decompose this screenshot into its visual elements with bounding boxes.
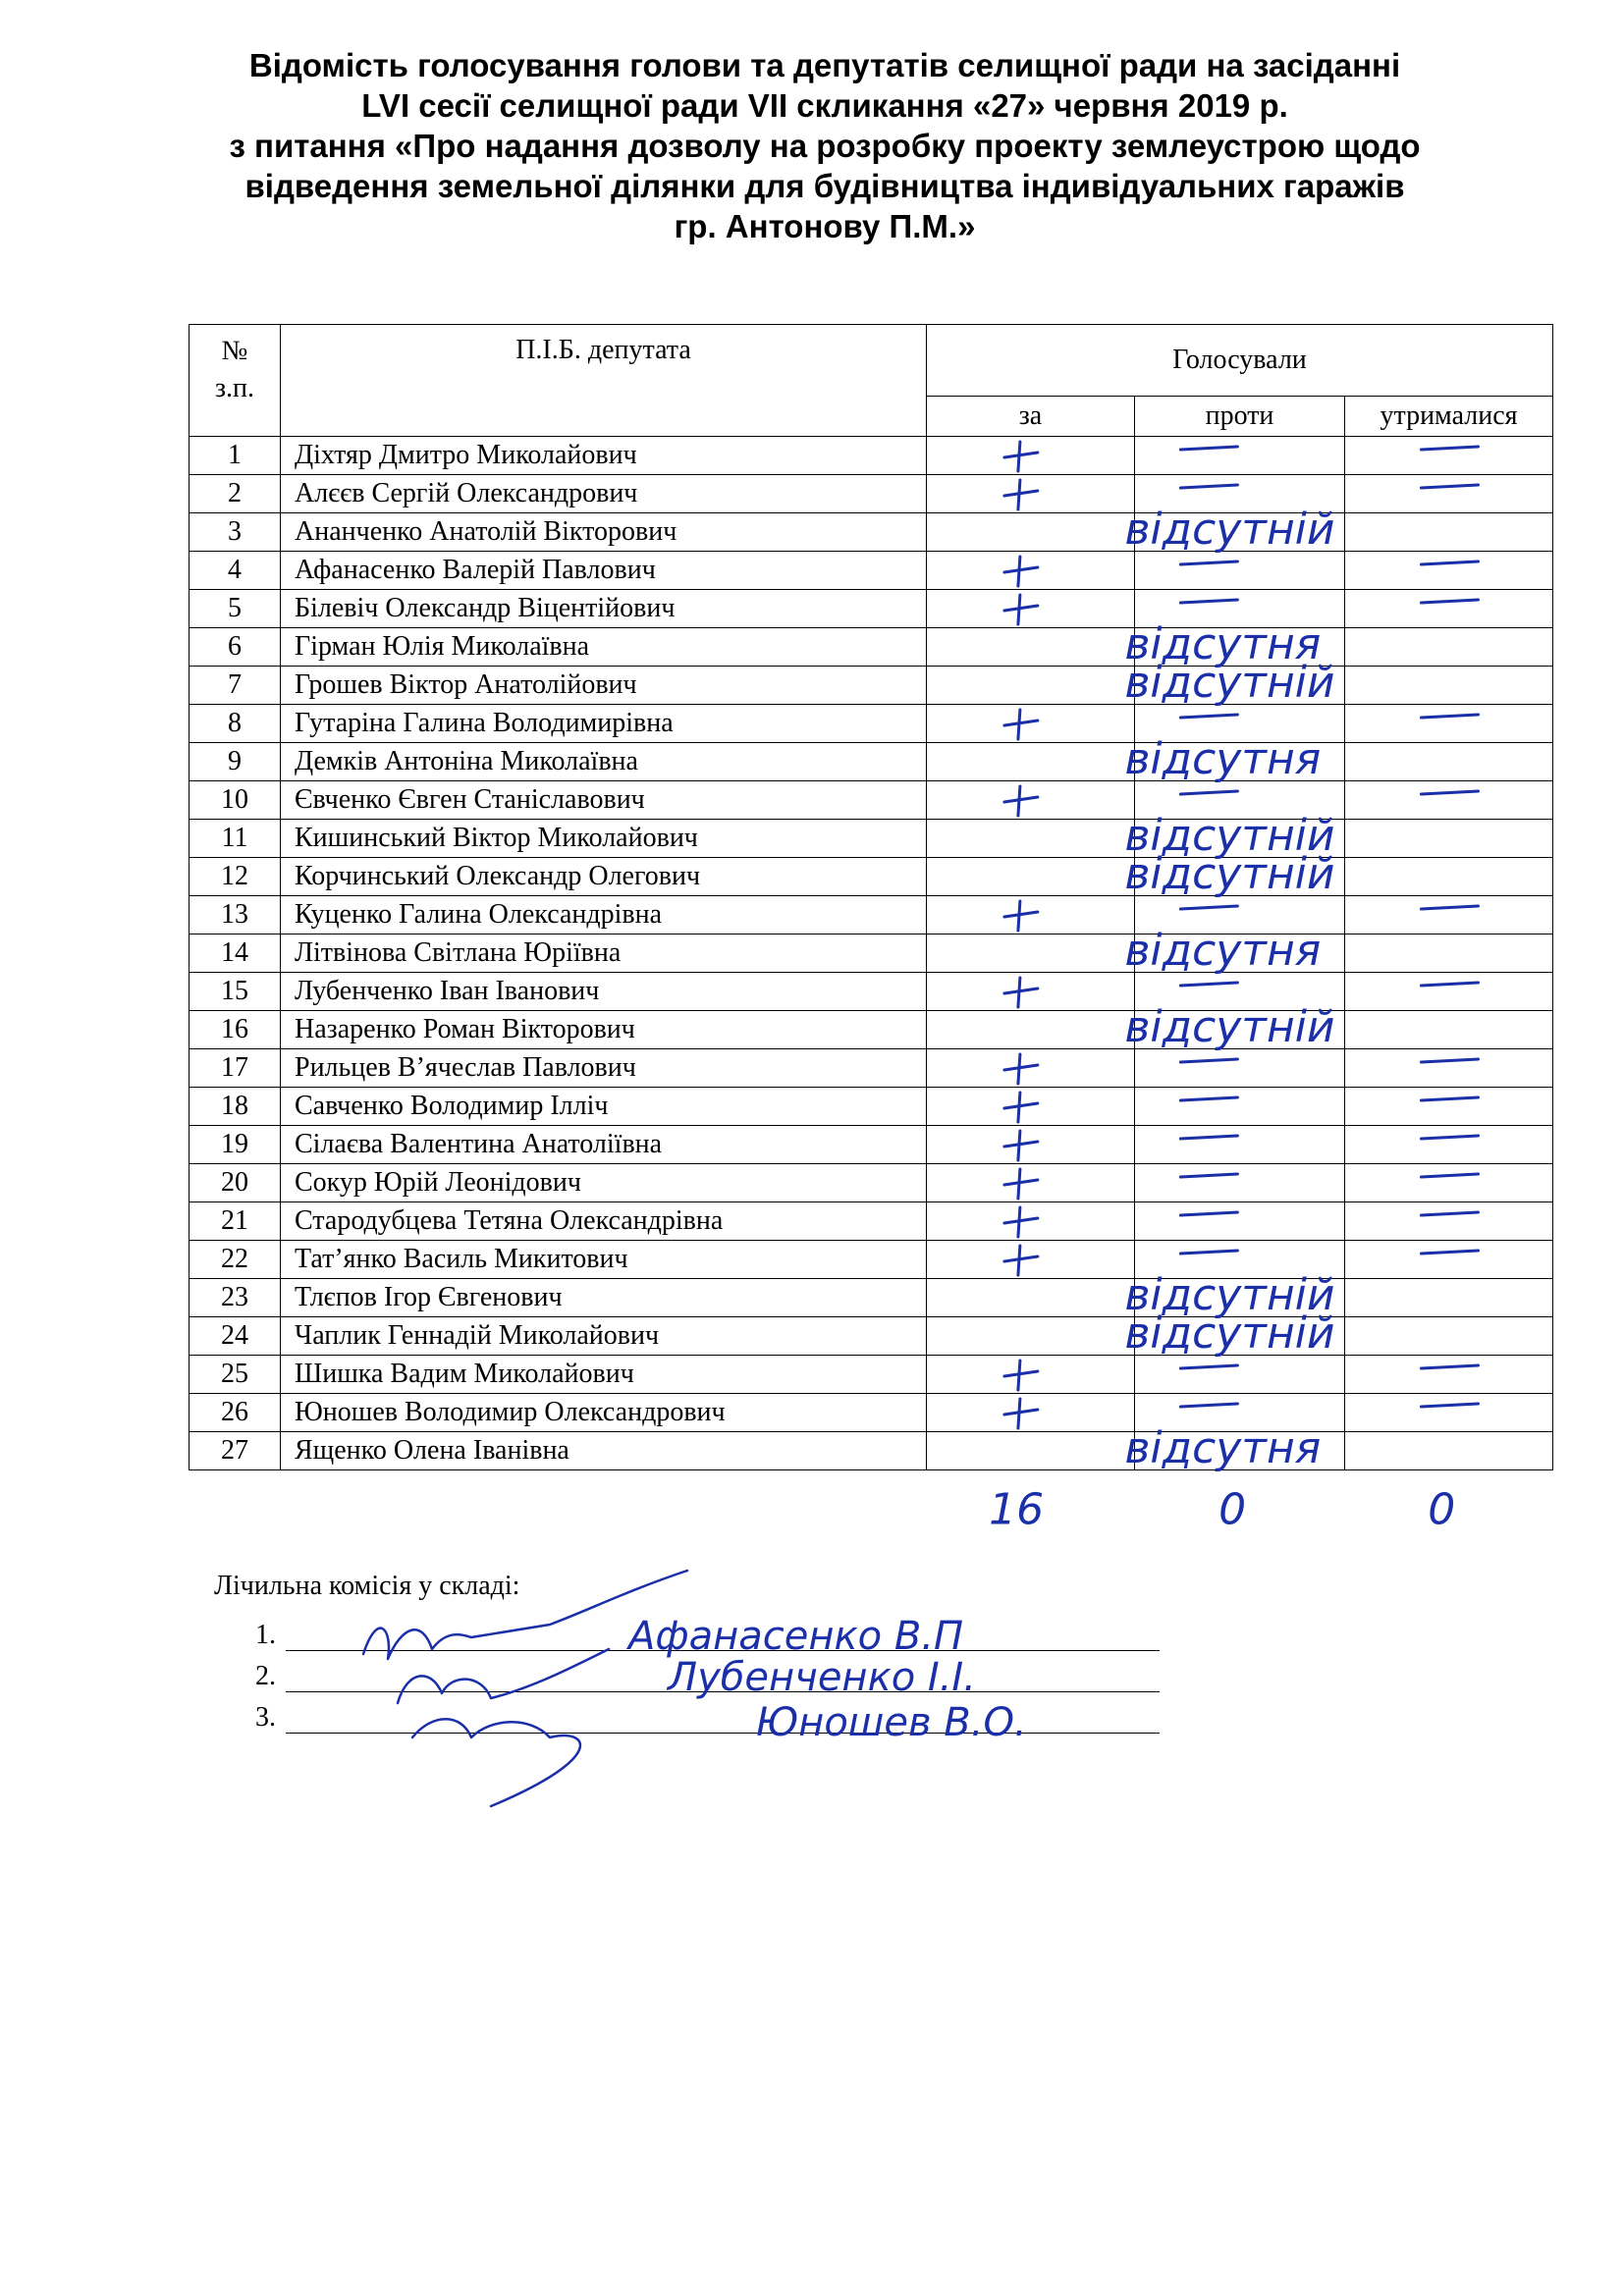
deputy-name: Діхтяр Дмитро Миколайович [281,437,927,475]
deputy-name: Савченко Володимир Ілліч [281,1088,927,1126]
vote-against-cell [1135,973,1345,1011]
row-number: 17 [189,1049,281,1088]
vote-against-cell [1135,743,1345,781]
commission-member-line [255,1702,1160,1734]
vote-against-cell [1135,705,1345,743]
vote-abstain-cell [1345,1356,1553,1394]
vote-abstain-cell [1345,1126,1553,1164]
voting-table [189,324,1553,1470]
vote-for-cell [927,437,1135,475]
table-row [189,1164,1553,1202]
title-line: Відомість голосування голови та депутатів селищної ради на засіданні [248,47,1401,83]
table-row [189,1279,1553,1317]
vote-abstain-cell [1345,437,1553,475]
vote-abstain-cell [1345,1202,1553,1241]
row-number: 15 [189,973,281,1011]
deputy-name: Корчинський Олександр Олегович [281,858,927,896]
deputy-name: Сокур Юрій Леонідович [281,1164,927,1202]
row-number: 3 [189,513,281,552]
row-number: 11 [189,820,281,858]
total-abstain: 0 [1428,1484,1456,1535]
row-number: 16 [189,1011,281,1049]
column-header-votes: Голосували [927,325,1553,397]
commission-member-line [255,1620,1160,1651]
vote-abstain-cell [1345,1279,1553,1317]
table-row [189,1317,1553,1356]
vote-abstain-cell [1345,1011,1553,1049]
vote-against-cell [1135,1164,1345,1202]
deputy-name: Грошев Віктор Анатолійович [281,667,927,705]
vote-against-cell [1135,1011,1345,1049]
deputy-name: Шишка Вадим Миколайович [281,1356,927,1394]
deputy-name: Кишинський Віктор Миколайович [281,820,927,858]
vote-abstain-cell [1345,858,1553,896]
vote-abstain-cell [1345,1394,1553,1432]
absent-note: відсутня [1124,926,1322,976]
vote-against-cell [1135,1317,1345,1356]
row-number: 27 [189,1432,281,1470]
vote-for-cell [927,1126,1135,1164]
vote-for-cell [927,973,1135,1011]
vote-for-cell [927,1317,1135,1356]
vote-abstain-cell [1345,513,1553,552]
deputy-name: Літвінова Світлана Юріївна [281,934,927,973]
vote-abstain-cell [1345,1049,1553,1088]
table-row [189,1011,1553,1049]
deputy-name: Євченко Євген Станіславович [281,781,927,820]
vote-for-cell [927,1011,1135,1049]
absent-note: відсутній [1124,505,1335,555]
row-number: 24 [189,1317,281,1356]
table-row [189,1202,1553,1241]
vote-abstain-cell [1345,1241,1553,1279]
vote-abstain-cell [1345,973,1553,1011]
row-number: 21 [189,1202,281,1241]
absent-note: відсутня [1124,619,1322,669]
vote-for-cell [927,896,1135,934]
vote-against-cell [1135,1049,1345,1088]
vote-for-cell [927,552,1135,590]
absent-note: відсутній [1124,1270,1335,1320]
vote-against-cell [1135,1088,1345,1126]
table-row [189,1432,1553,1470]
title-line: гр. Антонову П.М.» [674,208,976,244]
vote-against-cell [1135,1241,1345,1279]
commission-member-line [255,1661,1160,1692]
title-line: з питання «Про надання дозволу на розробку проекту землеустрою щодо [229,128,1421,164]
vote-abstain-cell [1345,1432,1553,1470]
vote-for-cell [927,1279,1135,1317]
deputy-name: Сілаєва Валентина Анатоліївна [281,1126,927,1164]
row-number: 13 [189,896,281,934]
vote-for-cell [927,1432,1135,1470]
vote-abstain-cell [1345,1088,1553,1126]
row-number: 7 [189,667,281,705]
deputy-name: Гірман Юлія Миколаївна [281,628,927,667]
vote-for-cell [927,1164,1135,1202]
vote-for-cell [927,820,1135,858]
vote-against-cell [1135,1394,1345,1432]
deputy-name: Алєєв Сергій Олександрович [281,475,927,513]
vote-for-cell [927,1356,1135,1394]
deputy-name: Ананченко Анатолій Вікторович [281,513,927,552]
column-header-name: П.І.Б. депутата [281,325,927,437]
absent-note: відсутній [1124,811,1335,861]
table-row [189,590,1553,628]
deputy-name: Стародубцева Тетяна Олександрівна [281,1202,927,1241]
absent-note: відсутній [1124,658,1335,708]
signature-name-2: Лубенченко І.І. [668,1655,976,1700]
total-against: 0 [1218,1484,1247,1535]
deputy-name: Назаренко Роман Вікторович [281,1011,927,1049]
table-row [189,552,1553,590]
vote-against-cell [1135,1202,1345,1241]
vote-abstain-cell [1345,743,1553,781]
row-number: 5 [189,590,281,628]
column-header-against: проти [1135,397,1345,437]
vote-against-cell [1135,437,1345,475]
title-line: відведення земельної ділянки для будівництва індивідуальних гаражів [244,168,1405,204]
vote-for-cell [927,513,1135,552]
vote-against-cell [1135,858,1345,896]
signature-rule [286,1703,1160,1734]
vote-for-cell [927,781,1135,820]
vote-for-cell [927,1202,1135,1241]
signature-name-3: Юношев В.О. [756,1700,1027,1745]
row-number: 20 [189,1164,281,1202]
table-row [189,1126,1553,1164]
commission-member-number: 2. [255,1661,276,1691]
row-number: 22 [189,1241,281,1279]
vote-for-cell [927,743,1135,781]
deputy-name: Юношев Володимир Олександрович [281,1394,927,1432]
row-number: 2 [189,475,281,513]
table-row [189,1088,1553,1126]
absent-note: відсутня [1124,734,1322,784]
deputy-name: Тлєпов Ігор Євгенович [281,1279,927,1317]
vote-for-cell [927,590,1135,628]
title-line: LVI сесії селищної ради VII скликання «27» червня 2019 р. [361,87,1288,124]
vote-abstain-cell [1345,1164,1553,1202]
row-number: 19 [189,1126,281,1164]
vote-against-cell [1135,1432,1345,1470]
vote-against-cell [1135,896,1345,934]
absent-note: відсутня [1124,1423,1322,1473]
vote-abstain-cell [1345,934,1553,973]
column-header-abstain: утрималися [1345,397,1553,437]
column-header-number-text: № з.п. [214,336,255,403]
deputy-name: Лубенченко Іван Іванович [281,973,927,1011]
vote-against-cell [1135,1356,1345,1394]
deputy-name: Білевіч Олександр Віцентійович [281,590,927,628]
vote-abstain-cell [1345,896,1553,934]
commission-member-number: 1. [255,1620,276,1650]
vote-for-cell [927,1241,1135,1279]
vote-against-cell [1135,934,1345,973]
table-row [189,667,1553,705]
vote-against-cell [1135,820,1345,858]
signature-rule [286,1662,1160,1692]
vote-for-cell [927,858,1135,896]
absent-note: відсутній [1124,1308,1335,1359]
table-row [189,1049,1553,1088]
vote-against-cell [1135,1126,1345,1164]
table-row [189,1356,1553,1394]
vote-abstain-cell [1345,1317,1553,1356]
absent-note: відсутній [1124,1002,1335,1052]
row-number: 18 [189,1088,281,1126]
table-row [189,973,1553,1011]
row-number: 4 [189,552,281,590]
total-for: 16 [989,1484,1045,1535]
vote-abstain-cell [1345,475,1553,513]
deputy-name: Ященко Олена Іванівна [281,1432,927,1470]
vote-for-cell [927,934,1135,973]
vote-against-cell [1135,552,1345,590]
vote-for-cell [927,667,1135,705]
vote-for-cell [927,1394,1135,1432]
vote-for-cell [927,705,1135,743]
vote-abstain-cell [1345,705,1553,743]
table-row [189,437,1553,475]
vote-against-cell [1135,628,1345,667]
vote-against-cell [1135,1279,1345,1317]
document-title [187,45,1463,246]
vote-against-cell [1135,475,1345,513]
deputy-name: Тат’янко Василь Микитович [281,1241,927,1279]
deputy-name: Афанасенко Валерій Павлович [281,552,927,590]
commission-member-number: 3. [255,1702,276,1733]
vote-for-cell [927,628,1135,667]
table-row [189,628,1553,667]
table-row [189,858,1553,896]
deputy-name: Чаплик Геннадій Миколайович [281,1317,927,1356]
table-row [189,934,1553,973]
row-number: 8 [189,705,281,743]
row-number: 10 [189,781,281,820]
absent-note: відсутній [1124,849,1335,899]
row-number: 9 [189,743,281,781]
row-number: 6 [189,628,281,667]
vote-for-cell [927,1088,1135,1126]
table-row [189,705,1553,743]
table-row [189,1394,1553,1432]
deputy-name: Рильцев В’ячеслав Павлович [281,1049,927,1088]
table-row [189,475,1553,513]
counting-commission-label: Лічильна комісія у складі: [214,1571,520,1601]
vote-abstain-cell [1345,628,1553,667]
deputy-name: Гутаріна Галина Володимирівна [281,705,927,743]
row-number: 12 [189,858,281,896]
row-number: 23 [189,1279,281,1317]
row-number: 26 [189,1394,281,1432]
signature-name-1: Афанасенко В.П [628,1614,964,1659]
signature-rule [286,1621,1160,1651]
vote-abstain-cell [1345,667,1553,705]
vote-for-cell [927,475,1135,513]
deputy-name: Куценко Галина Олександрівна [281,896,927,934]
vote-against-cell [1135,781,1345,820]
vote-abstain-cell [1345,820,1553,858]
table-row [189,820,1553,858]
column-header-number [189,325,281,437]
vote-against-cell [1135,667,1345,705]
vote-abstain-cell [1345,552,1553,590]
column-header-for: за [927,397,1135,437]
row-number: 25 [189,1356,281,1394]
vote-for-cell [927,1049,1135,1088]
table-row [189,513,1553,552]
deputy-name: Демків Антоніна Миколаївна [281,743,927,781]
vote-against-cell [1135,513,1345,552]
vote-against-cell [1135,590,1345,628]
row-number: 1 [189,437,281,475]
vote-abstain-cell [1345,781,1553,820]
table-row [189,781,1553,820]
vote-abstain-cell [1345,590,1553,628]
table-row [189,896,1553,934]
table-row [189,1241,1553,1279]
row-number: 14 [189,934,281,973]
table-row [189,743,1553,781]
